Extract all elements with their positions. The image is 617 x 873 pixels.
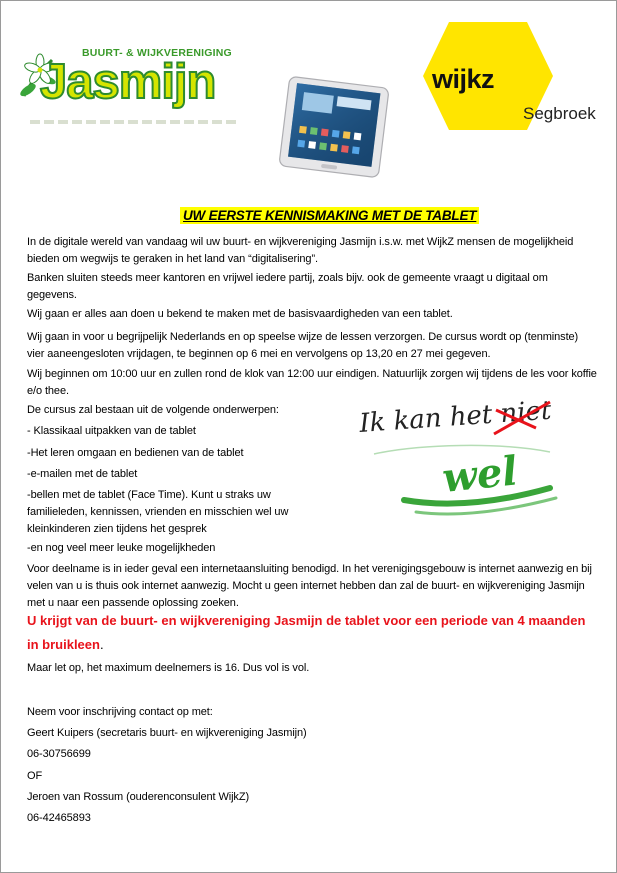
loan-notice-text: U krijgt van de buurt- en wijkvereniging Jasmijn de tablet voor een periode van 4 maanden in bruikleen bbox=[27, 613, 586, 652]
max-participants: Maar let op, het maximum deelnemers is 16. Dus vol is vol. bbox=[27, 662, 310, 674]
topics-intro: De cursus zal bestaan uit de volgende onderwerpen: bbox=[27, 404, 279, 416]
jasmijn-logo bbox=[18, 44, 240, 130]
tablet-image bbox=[278, 74, 390, 180]
jasmijn-logo-tagline bbox=[30, 120, 240, 124]
intro-paragraph-2: Banken sluiten steeds meer kantoren en vrijwel iedere partij, zoals bijv. ook de gemeente vraagt u digitaal om gegevens. bbox=[27, 272, 548, 301]
contact-2-phone: 06-42465893 bbox=[27, 812, 91, 824]
internet-paragraph: Voor deelname is in ieder geval een internetaansluiting benodigd. In het verenigingsgebouw is internet aanwezig en bij velen van u is thuis ook internet aanwezig. Mocht u geen internet hebben dan zal de buurt- en wijkvereniging Jasmijn met u naar een passende oplossing zoeken. bbox=[27, 563, 592, 609]
loan-notice bbox=[27, 609, 587, 657]
intro-paragraph-1: In de digitale wereld van vandaag wil uw buurt- en wijkvereniging Jasmijn i.s.w. met WijkZ mensen de mogelijkheid bieden om wegwijs te geraken in het land van “digitalisering”. bbox=[27, 236, 574, 265]
topic-item: -e-mailen met de tablet bbox=[27, 468, 138, 480]
contact-intro: Neem voor inschrijving contact op met: bbox=[27, 706, 213, 718]
ik-kan-het-wel-drawing bbox=[350, 394, 580, 524]
jasmijn-logo-subtitle: BUURT- & WIJKVERENIGING bbox=[82, 47, 232, 59]
intro-paragraph-3: Wij gaan er alles aan doen u bekend te maken met de basisvaardigheden van een tablet. bbox=[27, 308, 453, 320]
topic-item: -en nog veel meer leuke mogelijkheden bbox=[27, 542, 216, 554]
doodle-main-text: Ik kan het niet bbox=[358, 395, 553, 439]
wijkz-logo bbox=[423, 20, 598, 132]
contact-1-phone: 06-30756699 bbox=[27, 748, 91, 760]
topic-item: - Klassikaal uitpakken van de tablet bbox=[27, 425, 196, 437]
contact-or: OF bbox=[27, 770, 43, 782]
page-title: UW EERSTE KENNISMAKING MET DE TABLET bbox=[180, 207, 479, 224]
loan-notice-period: . bbox=[99, 637, 104, 652]
wijkz-logo-location: Segbroek bbox=[523, 104, 596, 123]
wijkz-logo-name: wijkz bbox=[432, 64, 495, 94]
contact-2-name: Jeroen van Rossum (ouderenconsulent WijkZ) bbox=[27, 791, 250, 803]
contact-1-name: Geert Kuipers (secretaris buurt- en wijkvereniging Jasmijn) bbox=[27, 727, 307, 739]
intro-paragraph-4: Wij gaan in voor u begrijpelijk Nederlands en op speelse wijze de lessen verzorgen. De cursus wordt op (tenminste) vier aaneengesloten vrijdagen, te beginnen op 6 mei en vervolgens op 13,20 en 27 mei gegeven. bbox=[27, 331, 579, 360]
topic-item: -bellen met de tablet (Face Time). Kunt u straks uw familieleden, kennissen, vrienden en misschien wel uw kleinkinderen zien tijdens het gesprek bbox=[27, 489, 289, 535]
doodle-wel-text: wel bbox=[440, 447, 520, 502]
intro-paragraph-5: Wij beginnen om 10:00 uur en zullen rond de klok van 12:00 uur eindigen. Natuurlijk zorgen wij tijdens de les voor koffie e/o thee. bbox=[27, 368, 597, 397]
topic-item: -Het leren omgaan en bedienen van de tablet bbox=[27, 447, 244, 459]
jasmijn-logo-name: Jasmijn bbox=[40, 55, 216, 109]
